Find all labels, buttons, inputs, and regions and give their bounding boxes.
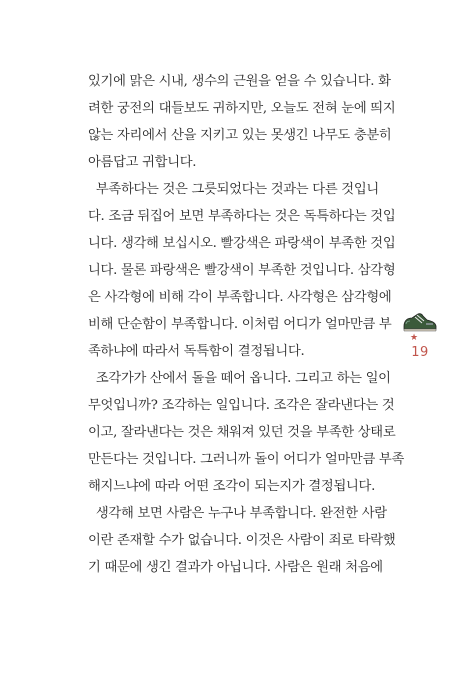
text-line: 비해 단순함이 부족합니다. 이처럼 어디가 얼마만큼 부 — [88, 317, 392, 332]
text-line: 이란 존재할 수가 없습니다. 이것은 사람이 죄로 타락했 — [88, 533, 396, 548]
paragraph-4 — [88, 500, 400, 581]
text-line: 있기에 맑은 시내, 생수의 근원을 얻을 수 있습니다. 화 — [88, 74, 391, 89]
text-line: 조각가가 산에서 돌을 떼어 옵니다. 그리고 하는 일이 — [88, 371, 391, 386]
text-line: 기 때문에 생긴 결과가 아닙니다. 사람은 원래 처음에 — [88, 560, 383, 575]
text-line: 다. 조금 뒤집어 보면 부족하다는 것은 독특하다는 것입 — [88, 209, 396, 224]
paragraph-3 — [88, 365, 405, 500]
text-line: 아름답고 귀합니다. — [88, 155, 197, 170]
text-line: 니다. 물론 파랑색은 빨강색이 부족한 것입니다. 삼각형 — [88, 263, 396, 278]
text-line: 니다. 생각해 보십시오. 빨강색은 파랑색이 부족한 것입 — [88, 236, 396, 251]
paragraph-2 — [88, 176, 400, 365]
text-line: 생각해 보면 사람은 누구나 부족합니다. 완전한 사람 — [88, 506, 387, 521]
text-line: 무엇입니까? 조각하는 일입니다. 조각은 잘라낸다는 것 — [88, 398, 395, 413]
text-line: 이고, 잘라낸다는 것은 채워져 있던 것을 부족한 상태로 — [88, 425, 396, 440]
body-text — [88, 68, 405, 581]
text-line: 은 사각형에 비해 각이 부족합니다. 사각형은 삼각형에 — [88, 290, 392, 305]
text-line: 만든다는 것입니다. 그러니까 돌이 어디가 얼마만큼 부족 — [88, 452, 405, 467]
text-line: 족하냐에 따라서 독특함이 결정됩니다. — [88, 344, 305, 359]
star-icon: ★ — [410, 333, 419, 343]
page-number: 19 — [411, 345, 429, 360]
text-line: 않는 자리에서 산을 지키고 있는 못생긴 나무도 충분히 — [88, 128, 392, 143]
text-line: 려한 궁전의 대들보도 귀하지만, 오늘도 전혀 눈에 띄지 — [88, 101, 396, 116]
paragraph-1 — [88, 68, 400, 176]
text-line: 부족하다는 것은 그릇되었다는 것과는 다른 것입니 — [88, 182, 379, 197]
text-line: 해지느냐에 따라 어떤 조각이 되는지가 결정됩니다. — [88, 479, 376, 494]
